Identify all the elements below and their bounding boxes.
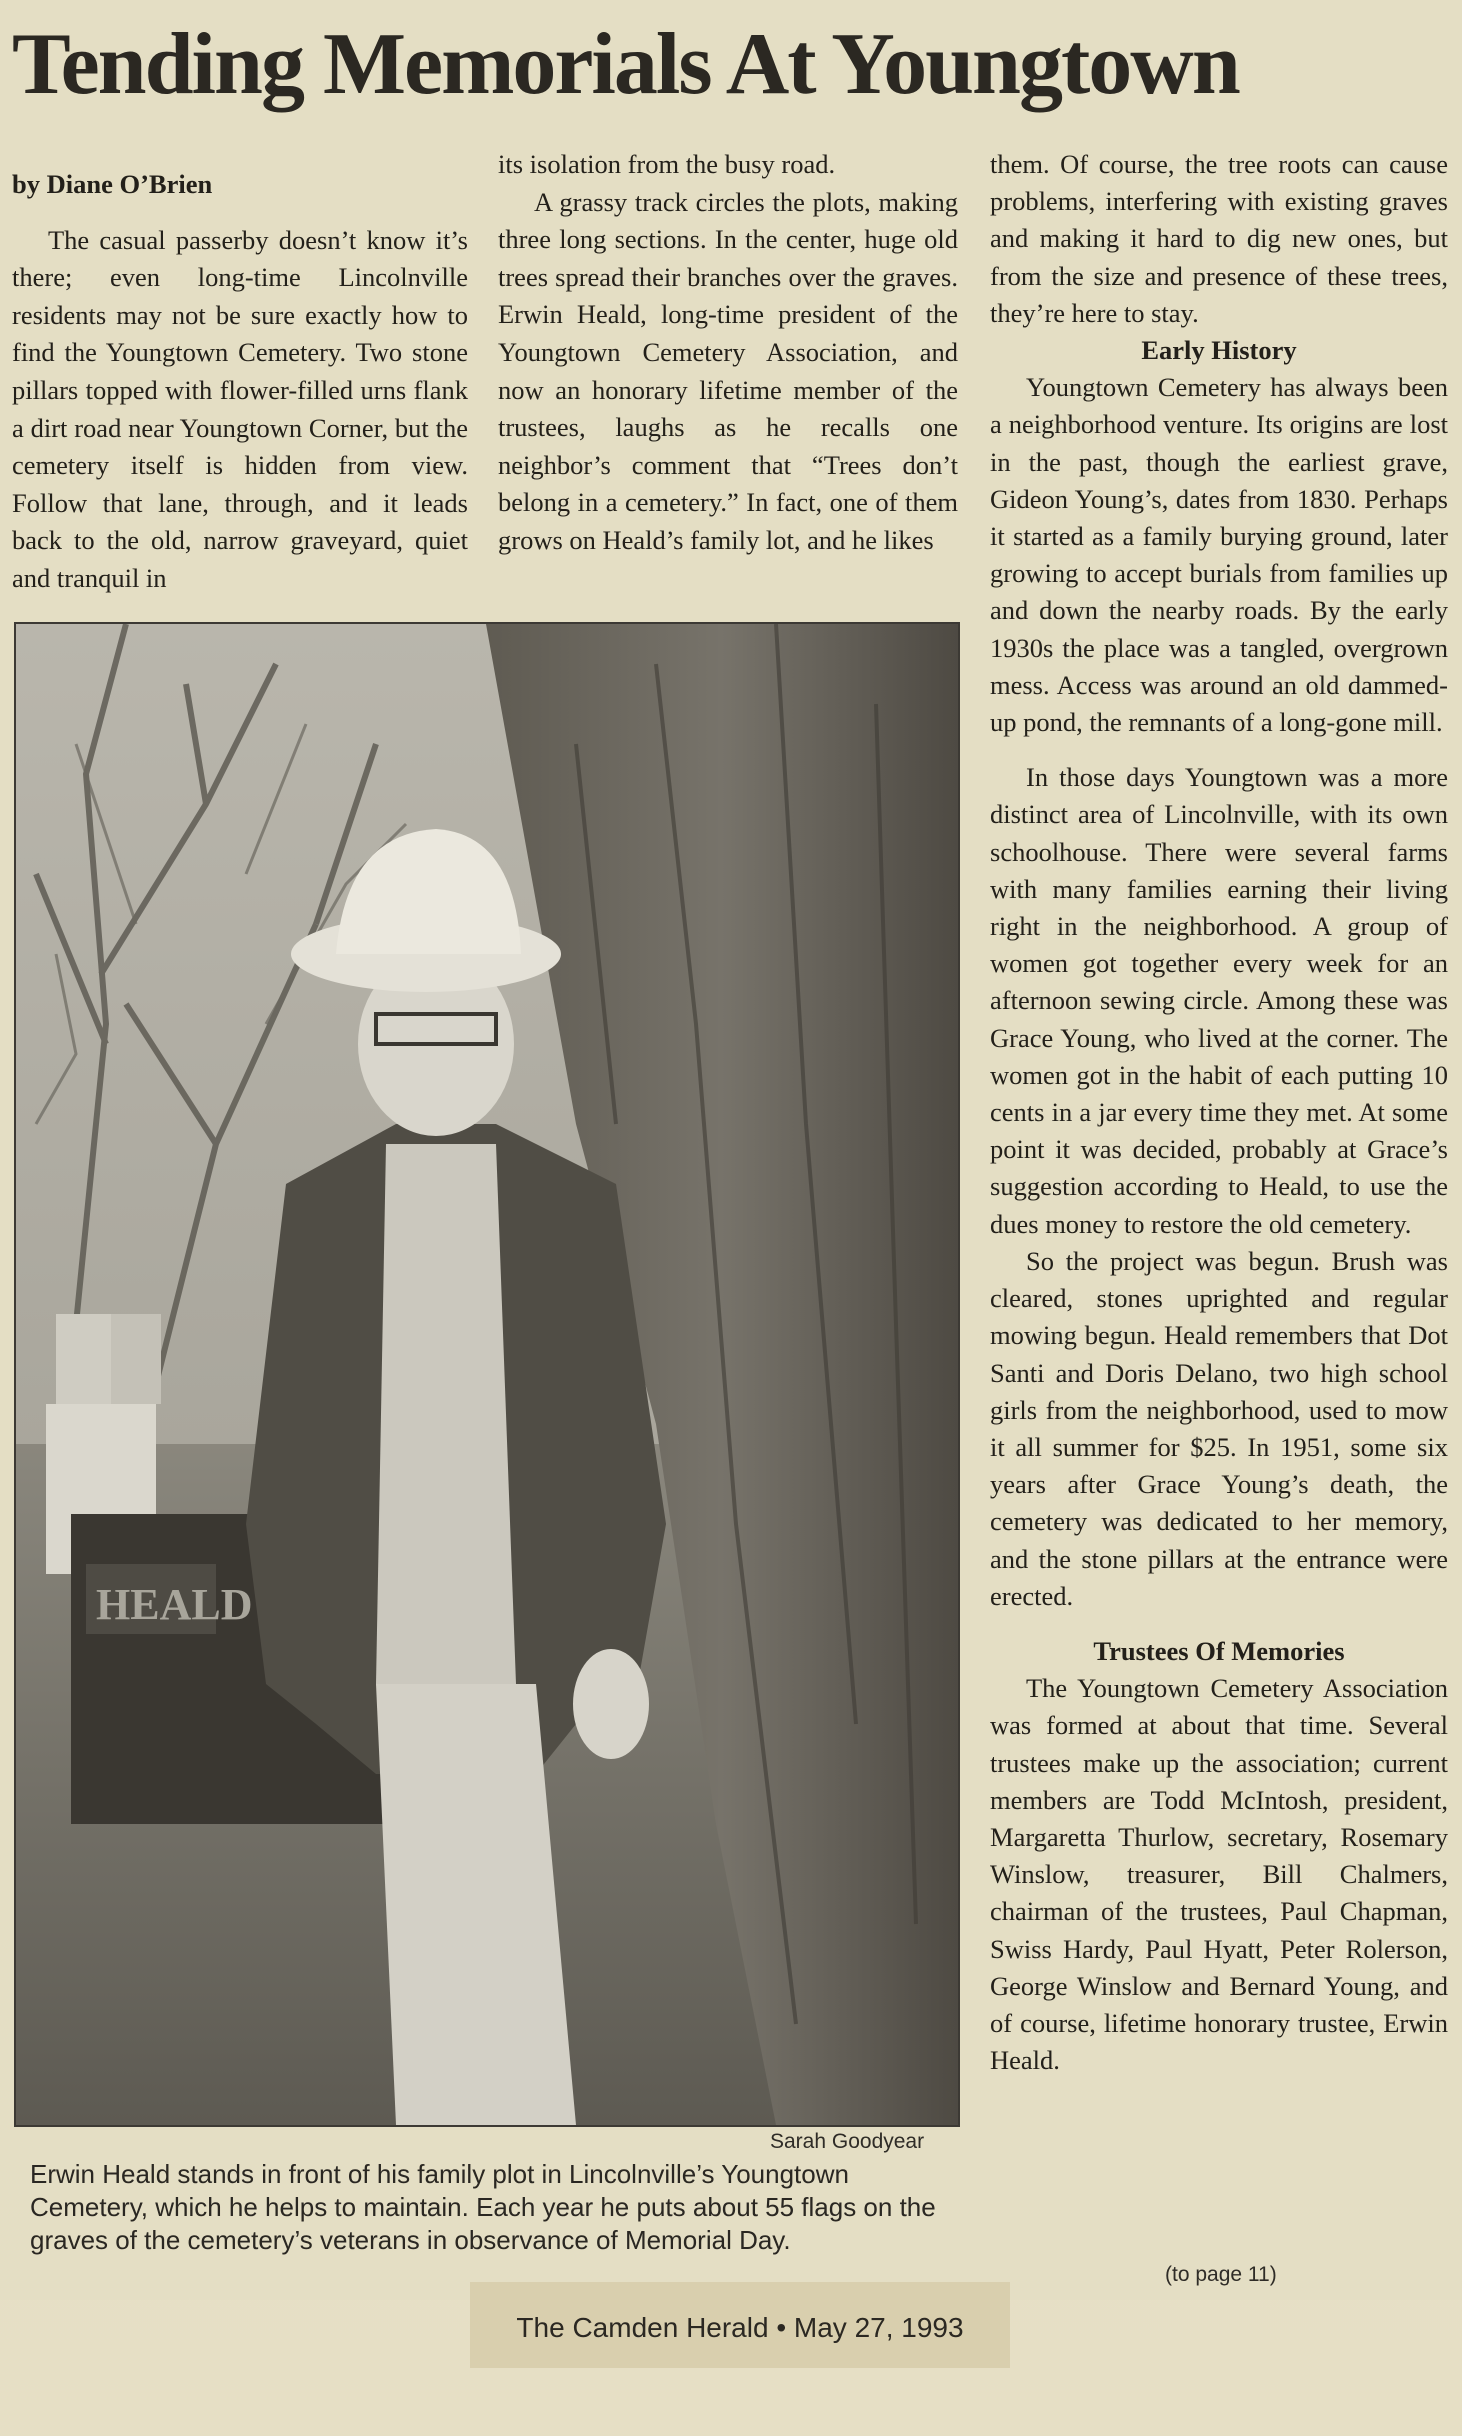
- col3-intro: them. Of course, the tree roots can cause problems, interfering with existing graves and making it hard to dig new ones, but from the size and presence of these trees, they’re here to stay.: [990, 149, 1448, 328]
- subhead-early-history: Early History: [1141, 335, 1297, 366]
- col2-paragraph: A grassy track circles the plots, making three long sections. In the center, huge old trees spread their branches over the graves. Erwin Heald, long-time president of the Youngtown Cemetery Association, and now an honorary lifetime member of the trustees, laughs as he recalls one neighbor’s comment that “Trees don’t belong in a cemetery.” In fact, one of them grows on Heald’s family lot, and he likes: [498, 186, 958, 555]
- photo-image: [16, 624, 958, 2125]
- column-2: [498, 146, 958, 560]
- col2-paragraph-start: its isolation from the busy road.: [498, 149, 836, 179]
- subhead-trustees: Trustees Of Memories: [1093, 1635, 1345, 1666]
- byline: by Diane O’Brien: [12, 169, 213, 199]
- photo-credit: Sarah Goodyear: [770, 2130, 925, 2153]
- headstone-text: HEALD: [96, 1580, 253, 1629]
- col3-paragraph-1: Youngtown Cemetery has always been a neighborhood venture. Its origins are lost in the past, though the earliest grave, Gideon Young’s, dates from 1830. Perhaps it started as a family burying ground, later growing to accept burials from families up and down the nearby roads. By the early 1930s the place was a tangled, overgrown mess. Access was around an old dammed-up pond, the remnants of a long-gone mill.: [990, 372, 1448, 738]
- col3-paragraph-4: The Youngtown Cemetery Association was formed at about that time. Several trustees make up the association; current members are Todd McIntosh, president, Margaretta Thurlow, secretary, Rosemary Winslow, treasurer, Bill Chalmers, chairman of the trustees, Paul Chapman, Swiss Hardy, Paul Hyatt, Peter Rolerson, George Winslow and Bernard Young, and of course, lifetime honorary trustee, Erwin Heald.: [990, 1673, 1448, 2076]
- col3-paragraph-2: In those days Youngtown was a more distinct area of Lincolnville, with its own schoolhouse. There were several farms with many families earning their living right in the neighborhood. A group of women got together every week for an afternoon sewing circle. Among these was Grace Young, who lived at the corner. The women got in the habit of each putting 10 cents in a jar every time they met. At some point it was decided, probably at Grace’s suggestion according to Heald, to use the dues money to restore the old cemetery.: [990, 762, 1448, 1239]
- column-3: [990, 146, 1448, 2079]
- continued-note: (to page 11): [1165, 2263, 1277, 2286]
- footer-dateline: The Camden Herald • May 27, 1993: [516, 2312, 964, 2343]
- col1-paragraph: The casual passerby doesn’t know it’s there; even long-time Lincolnville residents may not be sure exactly how to find the Youngtown Cemetery. Two stone pillars topped with flower-filled urns flank a dirt road near Youngtown Corner, but the cemetery itself is hidden from view. Follow that lane, through, and it leads back to the old, narrow graveyard, quiet and tranquil in: [12, 224, 468, 593]
- photo-caption: Erwin Heald stands in front of his family plot in Lincolnville’s Youngtown Cemetery, which he helps to maintain. Each year he puts about 55 flags on the graves of the cemetery’s veterans in observance of Memorial Day.: [30, 2159, 936, 2255]
- headline: Tending Memorials At Youngtown: [12, 16, 1239, 113]
- col3-paragraph-3: So the project was begun. Brush was cleared, stones uprighted and regular mowing begun. Heald remembers that Dot Santi and Doris Delano, two high school girls from the neighborhood, used to mow it all summer for $25. In 1951, some six years after Grace Young’s death, the cemetery was dedicated to her memory, and the stone pillars at the entrance were erected.: [990, 1245, 1448, 1611]
- column-1: [12, 166, 468, 598]
- photo-erwin-heald: [14, 622, 960, 2127]
